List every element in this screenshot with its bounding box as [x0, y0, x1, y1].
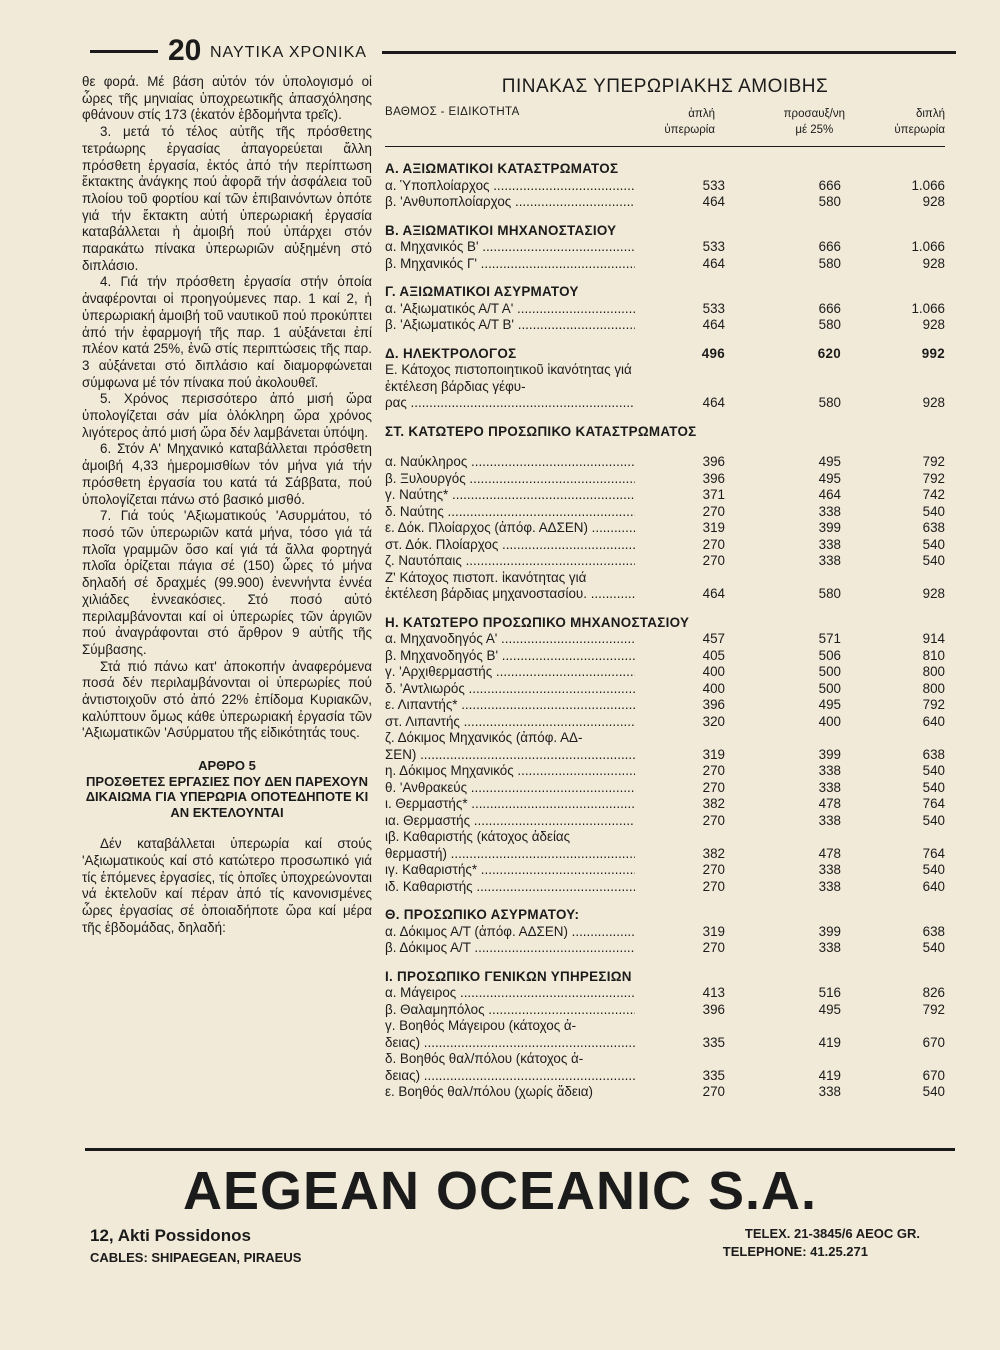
value-plus25: 338	[818, 1084, 841, 1099]
value-double: 764	[922, 796, 945, 811]
value-double: 638	[922, 520, 945, 535]
body-paragraph: 7. Γιά τούς 'Αξιωματικούς 'Ασυρμάτου, τό ποσό τῶν ὑπερωριῶν κατά μήνα, τόσο γιά τά πλοῖα γραμμῶν ὅσο καί γιά τά ἄλλα φορτηγά πλοῖα ὁρίζεται πάγια σέ (150) ὧρες τό μήνα δηλαδή σέ δραχμές (99.900) ἐνεννήντα ἐννέα χιλιάδες ἐννεακόσιες. Στό ποσό αὐτό περιλαμβάνονται καί οἱ ὑπερωρίες τῶν ἀργιῶν πού ἀναγράφονται στό ἄρθρον 9 αὐτῆς τῆς Σύμβασης.	[82, 508, 372, 657]
value-plus25: 580	[818, 586, 841, 601]
value-plus25: 580	[818, 395, 841, 410]
advertiser-telephone: TELEPHONE: 41.25.271	[722, 1244, 868, 1259]
value-plus25: 419	[818, 1067, 841, 1083]
value-single: 319	[702, 746, 725, 762]
value-plus25: 338	[818, 763, 841, 778]
value-plus25: 419	[818, 1034, 841, 1050]
value-double: 928	[922, 586, 945, 601]
value-plus25: 478	[818, 845, 841, 861]
value-double: 540	[922, 779, 945, 795]
table-row-label: Ζ' Κάτοχος πιστοπ. ἱκανότητας γιά	[385, 569, 587, 585]
advertiser-name: AEGEAN OCEANIC S.A.	[182, 1161, 818, 1221]
section-gap	[385, 334, 945, 346]
value-single: 533	[702, 177, 725, 193]
table-row-label: β. Δόκιμος Α/Τ .....	[385, 940, 635, 957]
table-row-label: ιδ. Καθαριστής .....	[385, 879, 635, 896]
section-gap	[385, 412, 945, 424]
value-double: 992	[921, 345, 945, 361]
table-row-label: ἐκτέλεση βάρδιας μηχανοστασίου. .....	[385, 586, 635, 603]
value-double: 792	[922, 1001, 945, 1017]
page-number: 20	[168, 34, 202, 67]
value-double: 670	[922, 1067, 945, 1083]
table-row	[385, 471, 945, 488]
table-row-label: δειας) .....	[385, 1068, 635, 1085]
body-paragraph: 4. Γιά τήν πρόσθετη ἐργασία στήν ὁποία ἀναφέρονται οἱ προηγούμενες παρ. 1 καί 2, ἡ ὑπερωριακή ἀμοιβή τοῦ ναυτικοῦ πού προκύπτει ἀπό τήν ἐφαρμογή τῆς παρ. 1 αὐξάνεται ἐπί πλέον κατά 25%, ἐνῶ στίς περιπτώσεις τῆς παρ. 3 αὐξάνεται στό διπλάσιο καί διαμορφώνεται σύμφωνα μέ τόν πίνακα πού ἀκολουθεῖ.	[82, 274, 372, 390]
value-single: 270	[702, 503, 725, 519]
table-row	[385, 1084, 945, 1101]
section-title: Δ. ΗΛΕΚΤΡΟΛΟΓΟΣ	[385, 345, 517, 361]
value-plus25: 580	[818, 255, 841, 271]
table-row-label: β. Μηχανοδηγός Β' .....	[385, 648, 635, 665]
value-single: 335	[702, 1034, 725, 1050]
table-row-label: στ. Λιπαντής .....	[385, 714, 635, 731]
value-plus25: 338	[818, 503, 841, 519]
table-row-label: α. Ναύκληρος .....	[385, 454, 635, 471]
table-row	[385, 1002, 945, 1019]
table-row	[385, 553, 945, 570]
section-title: Θ. ΠΡΟΣΩΠΙΚΟ ΑΣΥΡΜΑΤΟΥ:	[385, 907, 580, 922]
table-row-label: β. Μηχανικός Γ' .....	[385, 256, 635, 273]
value-single: 270	[702, 536, 725, 552]
value-plus25: 338	[818, 940, 841, 955]
table-row-label: ε. Βοηθός θαλ/πόλου (χωρίς ἄδεια)	[385, 1084, 594, 1099]
value-plus25: 338	[818, 553, 841, 568]
table-row	[385, 879, 945, 896]
article-title: ΠΡΟΣΘΕΤΕΣ ΕΡΓΑΣΙΕΣ ΠΟΥ ΔΕΝ ΠΑΡΕΧΟΥΝ ΔΙΚΑΙΩΜΑ ΓΙΑ ΥΠΕΡΩΡΙΑ ΟΠΟΤΕΔΗΠΟΤΕ ΚΙ ΑΝ ΕΚΤΕΛΟΥΝΤΑΙ	[85, 773, 369, 820]
table-row	[385, 681, 945, 698]
value-double: 792	[922, 454, 945, 469]
value-plus25: 620	[817, 345, 841, 361]
value-plus25: 500	[818, 680, 841, 696]
table-header-rule	[385, 146, 945, 147]
value-single: 371	[702, 487, 725, 502]
table-row	[385, 194, 945, 211]
body-paragraph: Δέν καταβάλλεται ὑπερωρία καί στούς 'Αξιωματικούς καί στό κατώτερο προσωπικό γιά τίς ἑπόμενες ἐργασίες, τίς ὁποῖες ὑποχρεώνονται νά ἐκτελοῦν καί πέραν ἀπό τίς κανονισμένες ὧρες ἐργασίας σέ ὁποιαδήποτε ὥρα καί μέρα τῆς ἑβδομάδας, δηλαδή:	[82, 836, 372, 935]
value-single: 396	[702, 470, 725, 486]
value-double: 640	[922, 878, 945, 894]
value-double: 792	[922, 470, 945, 486]
table-row	[385, 487, 945, 504]
table-row	[385, 586, 945, 603]
table-row-label: β. Θαλαμηπόλος .....	[385, 1002, 635, 1019]
value-single: 396	[702, 697, 725, 712]
spacer	[82, 742, 372, 758]
footer-rule	[85, 1148, 955, 1151]
value-single: 464	[702, 194, 725, 209]
value-single: 400	[702, 664, 725, 679]
value-double: 1.066	[911, 300, 945, 316]
value-double: 800	[922, 680, 945, 696]
value-double: 914	[922, 631, 945, 646]
section-gap	[385, 272, 945, 284]
value-plus25: 516	[818, 985, 841, 1000]
value-double: 928	[922, 194, 945, 209]
table-row-label: α. Μάγειρος .....	[385, 985, 635, 1002]
table-row	[385, 813, 945, 830]
table-row-label: ιγ. Καθαριστής* .....	[385, 862, 635, 879]
value-double: 540	[922, 763, 945, 778]
value-double: 638	[922, 746, 945, 762]
value-plus25: 399	[818, 520, 841, 535]
table-row	[385, 862, 945, 879]
value-double: 810	[922, 647, 945, 663]
table-row-label: δειας) .....	[385, 1035, 635, 1052]
advertiser-cables: CABLES: SHIPAEGEAN, PIRAEUS	[90, 1250, 302, 1265]
col-header-rank: ΒΑΘΜΟΣ - ΕΙΔΙΚΟΤΗΤΑ	[385, 106, 520, 118]
value-double: 540	[922, 503, 945, 519]
table-row	[385, 454, 945, 471]
value-single: 400	[702, 680, 725, 696]
value-single: 464	[702, 586, 725, 601]
article-heading: ΑΡΘΡΟ 5	[198, 758, 256, 774]
col-header-double: διπλή ὑπερωρία	[894, 108, 945, 136]
value-single: 413	[702, 985, 725, 1000]
table-row-label: δ. 'Αντλιωρός .....	[385, 681, 635, 698]
value-double: 1.066	[911, 239, 945, 254]
value-plus25: 571	[818, 631, 841, 646]
table-row	[385, 520, 945, 537]
value-single: 382	[702, 796, 725, 811]
table-row	[385, 1068, 945, 1085]
value-single: 405	[702, 647, 725, 663]
table-row	[385, 924, 945, 941]
spacer	[82, 820, 372, 836]
value-double: 540	[922, 1084, 945, 1099]
value-plus25: 478	[818, 796, 841, 811]
table-row	[385, 178, 945, 195]
table-row	[385, 631, 945, 648]
value-plus25: 338	[818, 536, 841, 552]
table-row-label: α. 'Αξιωματικός Α/Τ Α' .....	[385, 301, 635, 318]
table-row-label: ρας .....	[385, 395, 635, 412]
value-plus25: 506	[818, 647, 841, 663]
value-single: 270	[702, 779, 725, 795]
table-row-label: στ. Δόκ. Πλοίαρχος .....	[385, 537, 635, 554]
table-row	[385, 395, 945, 412]
section-gap	[385, 895, 945, 907]
value-double: 800	[922, 664, 945, 679]
section-title: ΣΤ. ΚΑΤΩΤΕΡΟ ΠΡΟΣΩΠΙΚΟ ΚΑΤΑΣΤΡΩΜΑΤΟΣ	[385, 423, 697, 439]
value-single: 270	[702, 940, 725, 955]
value-plus25: 500	[818, 664, 841, 679]
publication-title: ΝΑΥΤΙΚΑ ΧΡΟΝΙΚΑ	[210, 44, 367, 61]
value-plus25: 580	[818, 317, 841, 332]
value-plus25: 666	[818, 177, 841, 193]
section-title: Α. ΑΞΙΩΜΑΤΙΚΟΙ ΚΑΤΑΣΤΡΩΜΑΤΟΣ	[385, 161, 619, 176]
left-text-column	[82, 74, 372, 936]
value-double: 540	[922, 536, 945, 552]
table-title: ΠΙΝΑΚΑΣ ΥΠΕΡΩΡΙΑΚΗΣ ΑΜΟΙΒΗΣ	[501, 76, 829, 97]
section-title: Ι. ΠΡΟΣΩΠΙΚΟ ΓΕΝΙΚΩΝ ΥΠΗΡΕΣΙΩΝ	[385, 968, 632, 984]
body-paragraph: 5. Χρόνος περισσότερο ἀπό μισή ὥρα ὑπολογίζεται σάν μία ὁλόκληρη ὥρα χρόνος λιγότερος ἀπό μισή ὥρα δέν λαμβάνεται ὑπόψη.	[82, 391, 372, 440]
table-row-label: β. 'Ανθυποπλοίαρχος .....	[385, 194, 635, 211]
section-title: Β. ΑΞΙΩΜΑΤΙΚΟΙ ΜΗΧΑΝΟΣΤΑΣΙΟΥ	[385, 222, 617, 238]
value-single: 533	[702, 239, 725, 254]
section-gap	[385, 603, 945, 615]
table-row	[385, 763, 945, 780]
value-single: 270	[702, 553, 725, 568]
table-row	[385, 697, 945, 714]
value-single: 396	[702, 1001, 725, 1017]
section-gap	[385, 957, 945, 969]
value-double: 826	[922, 985, 945, 1000]
table-row-label: β. Ξυλουργός .....	[385, 471, 635, 488]
value-double: 540	[922, 812, 945, 828]
value-plus25: 495	[818, 454, 841, 469]
table-row	[385, 714, 945, 731]
value-single: 270	[702, 812, 725, 828]
value-double: 764	[922, 845, 945, 861]
value-double: 638	[922, 923, 945, 939]
table-row	[385, 985, 945, 1002]
body-paragraph: 3. μετά τό τέλος αὐτῆς τῆς πρόσθετης τετράωρης ἐργασίας ἀπαγορεύεται ἄλλη πρόσθετη ἐργασία, ἐκτός ἀπό τήν περίπτωση ἔκτακτης ἀνάγκης πού ἀφορᾶ τήν ἀσφάλεια τοῦ πλοίου τοῦ φορτίου καί τῶν ἐπιβαινόντων ὁπότε γιά τήν ἔκτακτη αὐτή ὑπερωριακή ἐργασία καταβάλλεται ἡ ἀμοιβή πού ὑπάρχει στόν παρακάτω πίνακα ὑπερωριῶν αὐξημένη στό διπλάσιο.	[82, 124, 372, 273]
value-plus25: 400	[818, 713, 841, 729]
table-row	[385, 940, 945, 957]
table-row-label: θερμαστή) .....	[385, 846, 635, 863]
value-double: 540	[922, 862, 945, 877]
value-plus25: 495	[818, 1001, 841, 1017]
value-double: 792	[922, 697, 945, 712]
table-row	[385, 747, 945, 764]
value-double: 742	[922, 487, 945, 502]
table-row	[385, 648, 945, 665]
value-single: 396	[702, 454, 725, 469]
table-row	[385, 239, 945, 256]
table-row-label: δ. Βοηθός θαλ/πόλου (κάτοχος ἀ-	[385, 1051, 584, 1066]
table-row-label: α. Ὑποπλοίαρχος .....	[385, 178, 635, 195]
value-double: 540	[922, 553, 945, 568]
advertiser-telex: TELEX. 21-3845/6 AEOC GR.	[744, 1226, 920, 1241]
value-plus25: 580	[818, 194, 841, 209]
col-header-single: ἁπλή ὑπερωρία	[664, 108, 715, 136]
value-plus25: 338	[818, 862, 841, 877]
section-gap	[385, 440, 945, 454]
table-row	[385, 256, 945, 273]
table-row-label: ια. Θερμαστής .....	[385, 813, 635, 830]
header-rule-left	[90, 50, 158, 53]
table-row-label: γ. Ναύτης* .....	[385, 487, 635, 504]
table-row-label: ε. Λιπαντής* .....	[385, 697, 635, 714]
section-gap	[385, 211, 945, 223]
table-row	[385, 846, 945, 863]
value-plus25: 399	[818, 923, 841, 939]
table-row-label: ΣΕΝ) .....	[385, 747, 635, 764]
table-row-label: β. 'Αξιωματικός Α/Τ Β' .....	[385, 317, 635, 334]
value-single: 464	[702, 255, 725, 271]
value-single: 270	[702, 763, 725, 778]
table-row	[385, 796, 945, 813]
table-body	[385, 161, 945, 1101]
overtime-table	[385, 70, 945, 1101]
table-row-label: θ. 'Ανθρακεύς .....	[385, 780, 635, 797]
col-header-plus25: προσαυξ/νη μέ 25%	[783, 108, 845, 136]
section-title: Η. ΚΑΤΩΤΕΡΟ ΠΡΟΣΩΠΙΚΟ ΜΗΧΑΝΟΣΤΑΣΙΟΥ	[385, 614, 690, 630]
body-paragraph: 6. Στόν Α' Μηχανικό καταβάλλεται πρόσθετη ἀμοιβή 4,33 ἡμερομισθίων τόν μήνα γιά τήν πρόσθετη ἐργασία του κατά τά Σάββατα, πού ὑπολογίζεται πάνω στό βασικό μισθό.	[82, 441, 372, 507]
table-row-label: Ε. Κάτοχος πιστοποιητικοῦ ἱκανότητας γιά ἐκτέλεση βάρδιας γέφυ-	[385, 362, 632, 394]
value-single: 464	[702, 395, 725, 410]
table-row	[385, 301, 945, 318]
value-plus25: 495	[818, 470, 841, 486]
value-plus25: 666	[818, 239, 841, 254]
value-single: 319	[702, 520, 725, 535]
value-single: 496	[701, 345, 725, 361]
table-row-label: δ. Ναύτης .....	[385, 504, 635, 521]
value-single: 533	[702, 300, 725, 316]
table-row-label: ζ. Ναυτόπαις .....	[385, 553, 635, 570]
value-plus25: 464	[818, 487, 841, 502]
table-row-label: α. Δόκιμος Α/Τ (ἀπόφ. ΑΔΣΕΝ) .....	[385, 924, 635, 941]
value-double: 640	[922, 713, 945, 729]
value-plus25: 338	[818, 812, 841, 828]
page-header	[82, 34, 958, 70]
table-row	[385, 504, 945, 521]
value-single: 319	[702, 923, 725, 939]
table-row-label: α. Μηχανικός Β' .....	[385, 239, 635, 256]
value-double: 540	[922, 940, 945, 955]
value-plus25: 495	[818, 697, 841, 712]
table-row-label: ζ. Δόκιμος Μηχανικός (ἀπόφ. ΑΔ-	[385, 730, 583, 745]
value-double: 928	[922, 317, 945, 332]
value-plus25: 666	[818, 300, 841, 316]
table-row-label: α. Μηχανοδηγός Α' .....	[385, 631, 635, 648]
value-single: 270	[702, 1084, 725, 1099]
value-plus25: 399	[818, 746, 841, 762]
body-paragraph: Στά πιό πάνω κατ' ἀποκοπήν ἀναφερόμενα ποσά δέν περιλαμβάνονται οἱ ὑπερωρίες πού ἀντιστοιχοῦν στό ἀπό 22% ἐπίδομα Κυριακῶν, καλύπτουν ὅμως κάθε ὑπερωριακή ἐργασία τῶν 'Αξιωματικῶν 'Ασύρματου τῆς εἰδικότητάς τους.	[82, 658, 372, 741]
table-row-label: γ. Βοηθός Μάγειρου (κάτοχος ἀ-	[385, 1018, 577, 1033]
table-row	[385, 317, 945, 334]
table-row	[385, 1035, 945, 1052]
value-single: 320	[702, 713, 725, 729]
advertiser-address: 12, Akti Possidonos	[90, 1226, 251, 1245]
value-double: 928	[922, 395, 945, 410]
value-plus25: 338	[818, 878, 841, 894]
value-double: 670	[922, 1034, 945, 1050]
table-row-label: ε. Δόκ. Πλοίαρχος (ἀπόφ. ΑΔΣΕΝ) .....	[385, 520, 635, 537]
value-single: 335	[702, 1067, 725, 1083]
table-row-label: ιβ. Καθαριστής (κάτοχος ἀδείας	[385, 829, 571, 844]
value-single: 270	[702, 878, 725, 894]
body-paragraph: θε φορά. Μέ βάση αὐτόν τόν ὑπολογισμό οἱ ὧρες τῆς μηνιαίας ὑποχρεωτικῆς ἀπασχόλησης φθάνουν στίς 173 (ἑκατόν ἑβδομήντα τρεῖς).	[82, 74, 372, 123]
value-double: 1.066	[911, 177, 945, 193]
table-row	[385, 664, 945, 681]
section-title-row	[385, 346, 945, 363]
table-row-label: ι. Θερμαστής* .....	[385, 796, 635, 813]
table-row-label: η. Δόκιμος Μηχανικός .....	[385, 763, 635, 780]
value-single: 464	[702, 317, 725, 332]
header-rule-right	[382, 51, 956, 54]
table-row	[385, 537, 945, 554]
value-single: 270	[702, 862, 725, 877]
table-row-label: γ. 'Αρχιθερμαστής .....	[385, 664, 635, 681]
table-column-headers	[385, 106, 945, 140]
value-plus25: 338	[818, 779, 841, 795]
value-double: 928	[922, 255, 945, 271]
value-single: 382	[702, 845, 725, 861]
section-title: Γ. ΑΞΙΩΜΑΤΙΚΟΙ ΑΣΥΡΜΑΤΟΥ	[385, 284, 579, 299]
value-single: 457	[702, 631, 725, 646]
table-row	[385, 780, 945, 797]
